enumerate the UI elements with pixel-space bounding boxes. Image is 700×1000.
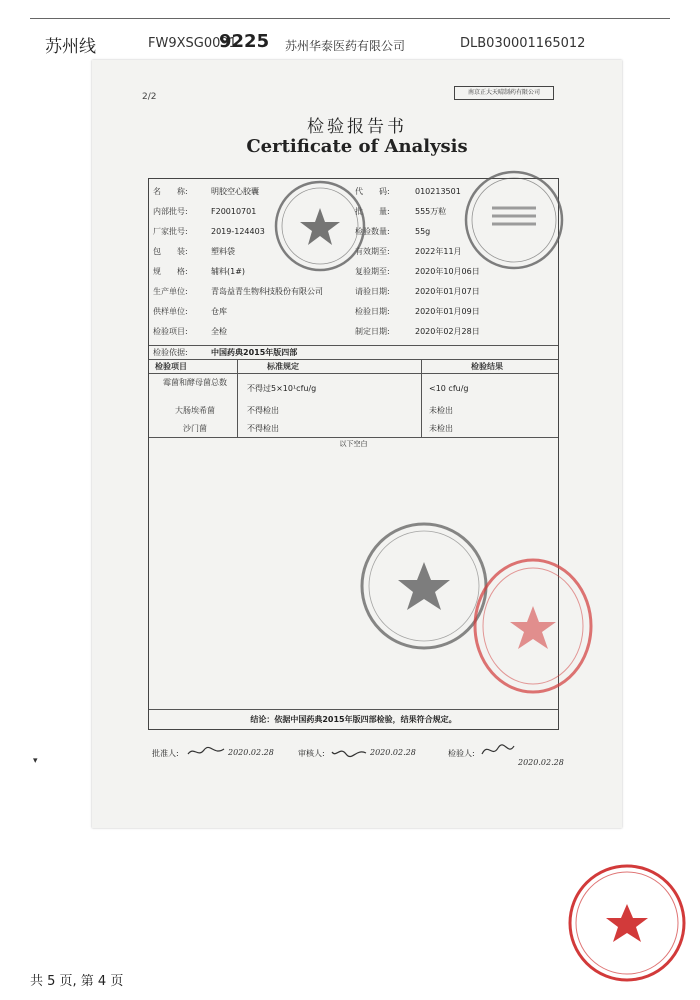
field-label: 名 称:	[153, 187, 188, 196]
code-bold: 9225	[219, 31, 270, 52]
qc-seal	[462, 168, 566, 272]
blank-note: 以下空白	[339, 440, 368, 448]
results-table-header	[149, 359, 558, 374]
field-label: 代 码:	[355, 187, 390, 196]
reviewer-date: 2020.02.28	[370, 748, 416, 757]
field-value: 2019-124403	[211, 227, 265, 236]
company-seal	[566, 860, 688, 986]
field-label: 批 量:	[355, 207, 390, 216]
field-value: 010213501	[415, 187, 461, 196]
approver-date: 2020.02.28	[228, 748, 274, 757]
field-value: 2020年01月09日	[415, 307, 480, 316]
document-header	[0, 30, 700, 60]
page-footer: 共 5 页, 第 4 页	[30, 974, 124, 989]
row-result: 未检出	[429, 424, 453, 433]
field-value: 2020年10月06日	[415, 267, 480, 276]
document-number: DLB030001165012	[460, 36, 586, 51]
manufacturer-logo: 南京正大天晴制药有限公司	[454, 86, 554, 100]
field-value: 2020年02月28日	[415, 327, 480, 336]
scanned-certificate	[92, 60, 622, 828]
field-value: 辅料(1#)	[211, 267, 246, 276]
field-label: 复验期至:	[355, 267, 390, 276]
field-row	[149, 325, 558, 339]
field-value: 青岛益青生物科技股份有限公司	[211, 287, 323, 296]
field-value: 全检	[211, 327, 227, 336]
table-bottom-rule	[149, 437, 558, 438]
field-value: 仓库	[211, 307, 227, 316]
row-item: 大肠埃希菌	[175, 406, 215, 415]
row-result: 未检出	[429, 406, 453, 415]
red-seal-scan	[470, 556, 596, 696]
row-item: 沙门菌	[183, 424, 207, 433]
top-rule	[30, 18, 670, 19]
approver-label: 批准人:	[152, 749, 179, 758]
field-row	[149, 285, 558, 299]
manufacturer-seal	[272, 178, 368, 274]
tester-date: 2020.02.28	[518, 758, 564, 767]
approver-signature	[186, 744, 226, 760]
scan-speck: ▾	[33, 756, 38, 766]
field-label: 检验日期:	[355, 307, 390, 316]
title-chinese: 检验报告书	[307, 117, 407, 137]
header-item: 检验项目	[155, 362, 187, 371]
table-divider	[237, 359, 238, 437]
code-prefix: FW9XSG0091	[148, 36, 237, 51]
field-label: 规 格:	[153, 267, 188, 276]
field-label: 生产单位:	[153, 287, 188, 296]
row-item: 霉菌和酵母菌总数	[163, 378, 227, 387]
field-label: 请验日期:	[355, 287, 390, 296]
row-result: <10 cfu/g	[429, 384, 469, 393]
field-row	[149, 305, 558, 319]
row-standard: 不得检出	[247, 424, 279, 433]
basis-label: 检验依据:	[153, 348, 188, 357]
field-value: 2020年01月07日	[415, 287, 480, 296]
field-label: 包 装:	[153, 247, 188, 256]
header-standard: 标准规定	[267, 362, 299, 371]
field-value: 塑料袋	[211, 247, 235, 256]
header-result: 检验结果	[471, 362, 503, 371]
field-label: 厂家批号:	[153, 227, 188, 236]
basis-value: 中国药典2015年版四部	[211, 348, 298, 357]
signature-row	[148, 744, 608, 774]
table-divider	[421, 359, 422, 437]
field-label: 制定日期:	[355, 327, 390, 336]
field-value: 55g	[415, 227, 431, 236]
field-label: 供样单位:	[153, 307, 188, 316]
row-standard: 不得过5×10¹cfu/g	[247, 384, 317, 393]
field-label: 有效期至:	[355, 247, 390, 256]
title-english: Certificate of Analysis	[246, 136, 468, 157]
field-value: 明胶空心胶囊	[211, 187, 259, 196]
field-value: F20010701	[211, 207, 257, 216]
conclusion: 结论：依据中国药典2015年版四部检验，结果符合规定。	[149, 709, 558, 730]
line-label: 苏州线	[45, 37, 96, 57]
reviewer-label: 审核人:	[298, 749, 325, 758]
company-name: 苏州华泰医药有限公司	[285, 39, 406, 53]
reviewer-signature	[330, 744, 370, 760]
field-label: 检验数量:	[355, 227, 390, 236]
test-basis-row	[149, 345, 558, 360]
field-value: 555万粒	[415, 207, 447, 216]
tester-label: 检验人:	[448, 749, 475, 758]
page-marker: 2/2	[142, 92, 157, 102]
field-value: 2022年11月	[415, 247, 462, 256]
tester-signature	[480, 742, 516, 760]
field-label: 检验项目:	[153, 327, 188, 336]
field-label: 内部批号:	[153, 207, 188, 216]
row-standard: 不得检出	[247, 406, 279, 415]
